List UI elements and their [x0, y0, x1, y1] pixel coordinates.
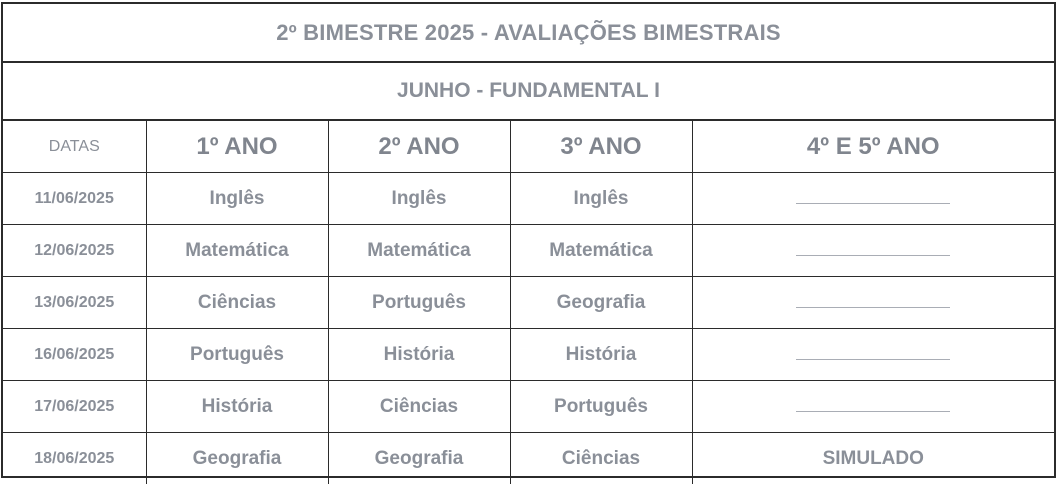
table-row: [3, 381, 1054, 433]
subject-2-ano: Geografia: [328, 433, 510, 484]
blank-line: [796, 359, 950, 360]
schedule-sheet: [1, 2, 1056, 478]
blank-line: [796, 203, 950, 204]
subject-2-ano: História: [328, 329, 510, 381]
subject-2-ano: Português: [328, 277, 510, 329]
document-title: 2º BIMESTRE 2025 - AVALIAÇÕES BIMESTRAIS: [3, 4, 1054, 63]
subject-4-5-ano: SIMULADO: [692, 433, 1054, 484]
table-row: [3, 433, 1054, 484]
subject-4-5-ano: [692, 381, 1054, 433]
subject-4-5-ano: [692, 329, 1054, 381]
header-1-ano: 1º ANO: [146, 121, 328, 173]
document-subtitle: JUNHO - FUNDAMENTAL I: [3, 63, 1054, 121]
header-2-ano: 2º ANO: [328, 121, 510, 173]
subject-1-ano: Português: [146, 329, 328, 381]
subject-1-ano: Ciências: [146, 277, 328, 329]
table-row: [3, 277, 1054, 329]
subject-4-5-ano: [692, 277, 1054, 329]
subject-4-5-ano: [692, 225, 1054, 277]
subject-3-ano: Matemática: [510, 225, 692, 277]
subject-3-ano: Português: [510, 381, 692, 433]
header-datas: DATAS: [3, 121, 146, 173]
subject-4-5-ano: [692, 173, 1054, 225]
date-cell: 13/06/2025: [3, 277, 146, 329]
blank-line: [796, 411, 950, 412]
table-row: [3, 173, 1054, 225]
table-row: [3, 329, 1054, 381]
date-cell: 12/06/2025: [3, 225, 146, 277]
exam-schedule-table: [3, 121, 1054, 484]
blank-line: [796, 255, 950, 256]
subject-1-ano: Inglês: [146, 173, 328, 225]
date-cell: 16/06/2025: [3, 329, 146, 381]
subject-1-ano: Geografia: [146, 433, 328, 484]
subject-1-ano: Matemática: [146, 225, 328, 277]
date-cell: 17/06/2025: [3, 381, 146, 433]
date-cell: 18/06/2025: [3, 433, 146, 484]
subject-1-ano: História: [146, 381, 328, 433]
date-cell: 11/06/2025: [3, 173, 146, 225]
table-row: [3, 225, 1054, 277]
header-4-5-ano: 4º E 5º ANO: [692, 121, 1054, 173]
subject-3-ano: História: [510, 329, 692, 381]
subject-2-ano: Inglês: [328, 173, 510, 225]
blank-line: [796, 307, 950, 308]
subject-2-ano: Ciências: [328, 381, 510, 433]
subject-3-ano: Ciências: [510, 433, 692, 484]
subject-3-ano: Geografia: [510, 277, 692, 329]
table-header-row: [3, 121, 1054, 173]
header-3-ano: 3º ANO: [510, 121, 692, 173]
subject-3-ano: Inglês: [510, 173, 692, 225]
subject-2-ano: Matemática: [328, 225, 510, 277]
